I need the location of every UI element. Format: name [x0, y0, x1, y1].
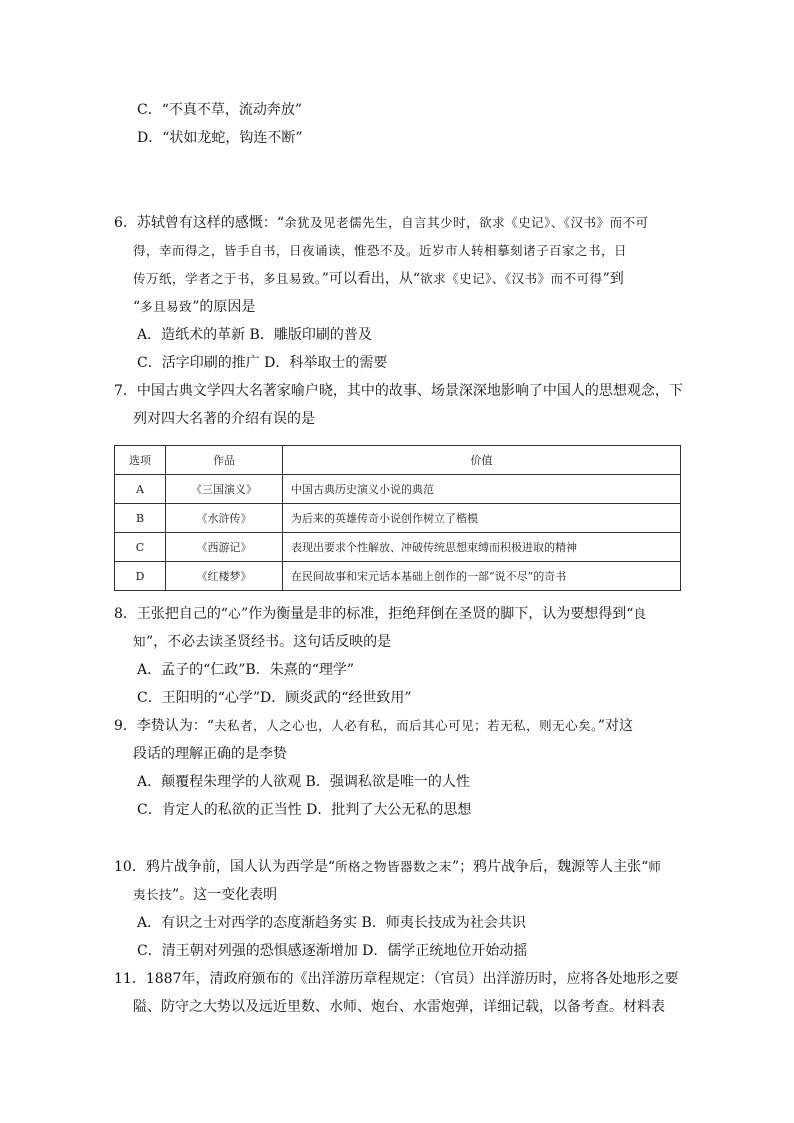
q9-quote: 夫私者，人之心也，人必有私，而后其心可见；若无私，则无心矣。 — [214, 718, 598, 733]
q6-open-quote: “ — [133, 299, 141, 315]
table-cell-work: 《西游记》 — [166, 533, 283, 562]
q10-quote-2: 师 — [648, 859, 662, 874]
q10-line-2 — [133, 885, 277, 905]
q8-options-ab: A．孟子的“仁政”B．朱熹的“理学” — [137, 662, 355, 678]
header-work: 作品 — [166, 446, 283, 475]
works-table — [114, 445, 681, 591]
table-row — [115, 562, 681, 591]
q10-prefix: 10．鸦片战争前，国人认为西学是“ — [114, 859, 335, 875]
q6-options-ab: A．造纸术的革新 B．雕版印刷的普及 — [137, 327, 372, 343]
q8-prefix: 8．王张把自己的“ — [114, 606, 229, 622]
header-value: 价值 — [283, 446, 681, 475]
table-cell-value: 在民间故事和宋元话本基础上创作的一部“说不尽”的奇书 — [283, 562, 681, 591]
q9-text-1: ”对这 — [597, 718, 634, 734]
q10-options-ab: A．有识之士对西学的态度渐趋务实 B．师夷长技成为社会共识 — [137, 915, 526, 931]
header-option: 选项 — [115, 446, 166, 475]
q11-line-2: 隘、防守之大势以及远近里数、水师、炮台、水雷炮弹，详细记载，以备考查。材料表 — [133, 999, 665, 1015]
q6-text-3: ”可以看出，从“ — [321, 271, 421, 287]
q6-quote-4: 欲求《史记》、《汉书》而不可得 — [420, 271, 603, 286]
q6-text-4: ”的原因是 — [192, 299, 256, 315]
q8-options-cd: C．王阳明的“心学”D．顾炎武的“经世致用” — [137, 690, 412, 706]
q10-text-2: ”。这一变化表明 — [172, 887, 278, 903]
table-row — [115, 475, 681, 504]
q7-line-1: 7．中国古典文学四大名著家喻户晓，其中的故事、场景深深地影响了中国人的思想观念，下 — [114, 383, 683, 399]
q6-text-3b: ”到 — [602, 271, 624, 287]
q10-line-1 — [114, 857, 661, 877]
q8-quote-3: 知 — [133, 634, 147, 649]
table-cell-work: 《红楼梦》 — [166, 562, 283, 591]
q6-line-3 — [133, 269, 624, 289]
q6-quote-5: 多且易致 — [140, 299, 193, 314]
table-cell-option: C — [115, 533, 166, 562]
q8-quote-1: 心 — [228, 606, 242, 621]
prev-option-c: C．“不真不草，流动奔放” — [137, 102, 303, 118]
q9-line-1 — [114, 716, 633, 736]
table-row — [115, 504, 681, 533]
table-cell-value: 中国古典历史演义小说的典范 — [283, 475, 681, 504]
q7-line-2: 列对四大名著的介绍有误的是 — [133, 411, 315, 427]
table-cell-option: A — [115, 475, 166, 504]
table-cell-value: 表现出要求个性解放、冲破传统思想束缚而积极进取的精神 — [283, 533, 681, 562]
q6-line-2 — [133, 241, 627, 261]
q6-line-1 — [114, 213, 649, 233]
q8-line-2 — [133, 632, 391, 652]
q9-options-cd: C．肯定人的私欲的正当性 D．批判了大公无私的思想 — [137, 802, 472, 818]
table-cell-option: B — [115, 504, 166, 533]
q10-quote-3: 夷长技 — [133, 887, 173, 902]
q6-line-4 — [133, 297, 255, 317]
table-cell-work: 《水浒传》 — [166, 504, 283, 533]
table-cell-value: 为后来的英雄传奇小说创作树立了楷模 — [283, 504, 681, 533]
q6-options-cd: C．活字印刷的推广 D．科举取士的需要 — [137, 355, 388, 371]
table-header-row — [115, 446, 681, 475]
q9-line-2: 段话的理解正确的是李贽 — [133, 746, 287, 762]
q9-prefix: 9．李贽认为：“ — [114, 718, 215, 734]
q8-text-1: ”作为衡量是非的标准，拒绝拜倒在圣贤的脚下，认为要想得到“ — [241, 606, 634, 622]
table-row — [115, 533, 681, 562]
table-cell-work: 《三国演义》 — [166, 475, 283, 504]
q11-line-1: 11．1887年，清政府颁布的《出洋游历章程规定：（官员）出洋游历时，应将各处地形之要 — [114, 971, 679, 987]
q6-quote-3: 传万纸，学者之于书，多且易致。 — [133, 271, 322, 286]
table-cell-option: D — [115, 562, 166, 591]
q10-quote-1: 所格之物皆器数之末 — [334, 859, 452, 874]
prev-option-d: D．“状如龙蛇，钩连不断” — [137, 130, 303, 146]
q6-quote-1: 余犹及见老儒先生，自言其少时，欲求《史记》、《汉书》而不可 — [284, 215, 649, 230]
q8-text-2: ”，不必去读圣贤经书。这句话反映的是 — [146, 634, 392, 650]
q6-prefix: 6．苏轼曾有这样的感慨：“ — [114, 215, 285, 231]
q10-options-cd: C．清王朝对列强的恐惧感逐渐增加 D．儒学正统地位开始动摇 — [137, 943, 528, 959]
q9-options-ab: A．颠覆程朱理学的人欲观 B．强调私欲是唯一的人性 — [137, 774, 470, 790]
q8-line-1 — [114, 604, 646, 624]
q8-quote-2: 良 — [633, 606, 647, 621]
q10-text-1: ”；鸦片战争后，魏源等人主张“ — [452, 859, 649, 875]
q6-quote-2: 得，幸而得之，皆手自书，日夜诵读，惟恐不及。近岁市人转相摹刻诸子百家之书，日 — [133, 243, 628, 258]
